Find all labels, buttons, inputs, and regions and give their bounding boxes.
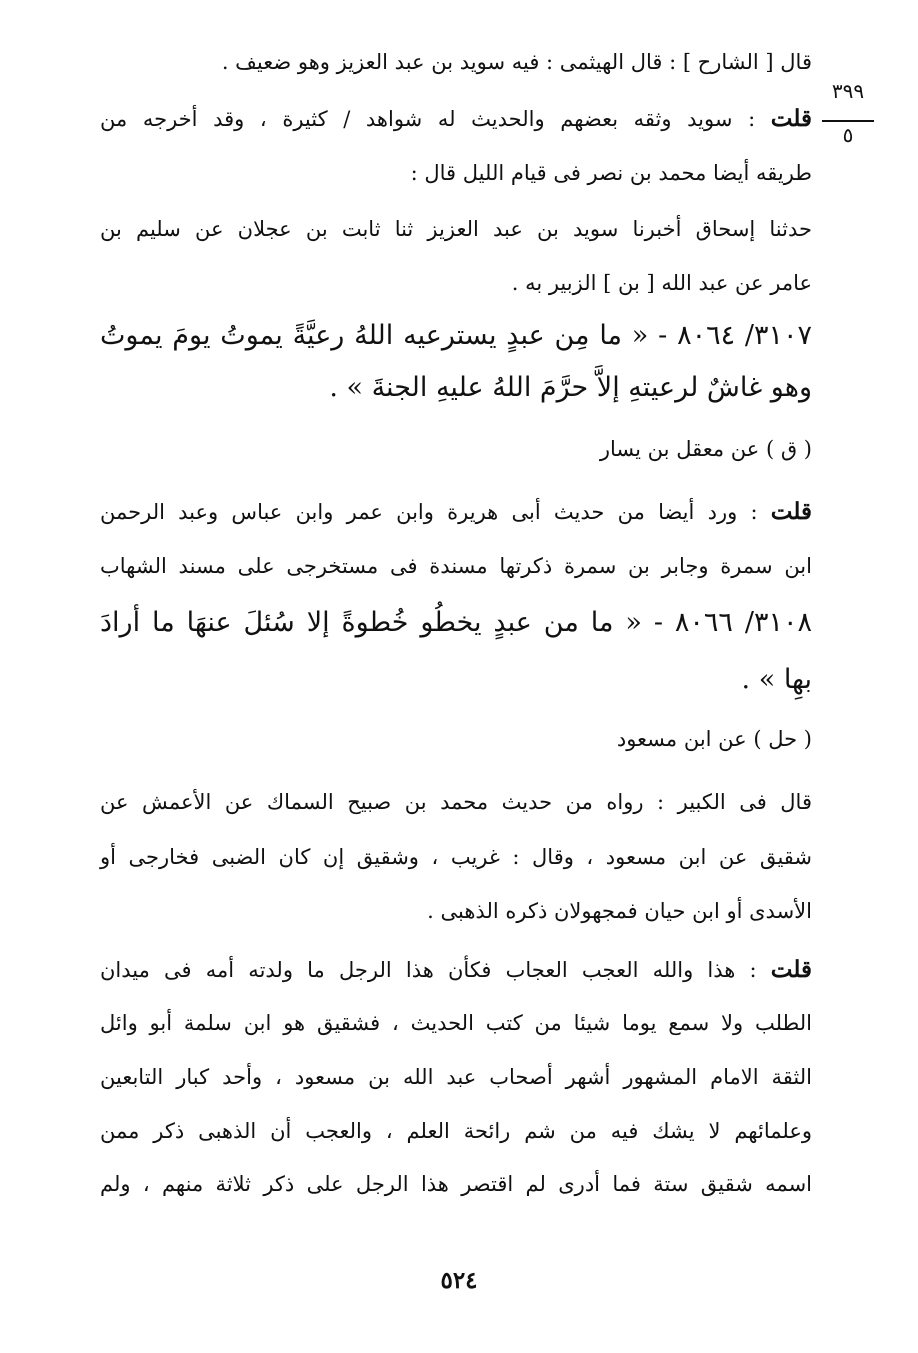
- text-line: [100, 1169, 812, 1199]
- margin-ref-bottom: ٥: [842, 123, 854, 147]
- line-text: ابن سمرة وجابر بن سمرة ذكرتها مسندة فى مستخرجى على مسند الشهاب: [100, 554, 812, 578]
- line-text: : ورد أيضا من حديث أبى هريرة وابن عمر وابن عباس وعبد الرحمن: [100, 500, 771, 524]
- hadith-line: [100, 603, 812, 643]
- margin-ref-top: ٣٩٩: [831, 79, 865, 103]
- line-text: : سويد وثقه بعضهم والحديث له شواهد / كثيرة ، وقد أخرجه من: [100, 107, 771, 131]
- source-line: [100, 434, 812, 464]
- line-text: طريقه أيضا محمد بن نصر فى قيام الليل قال :: [410, 161, 812, 185]
- line-text: حدثنا إسحاق أخبرنا سويد بن عبد العزيز ثنا ثابت بن عجلان عن سليم بن: [100, 217, 812, 241]
- text-line: [100, 47, 812, 77]
- line-text: الطلب ولا سمع يوما شيئا من كتب الحديث ، فشقيق هو ابن سلمة أبو وائل: [100, 1011, 812, 1035]
- line-text: ٣١٠٧/ ٨٠٦٤ - « ما مِن عبدٍ يسترعيه اللهُ رعيَّةً يموتُ يومَ يموتُ: [100, 320, 812, 351]
- margin-ref-rule: [822, 120, 874, 122]
- line-text: شقيق عن ابن مسعود ، وقال : غريب ، وشقيق إن كان الضبى فخارجى أو: [100, 845, 812, 869]
- text-line: [100, 896, 812, 926]
- text-line: [100, 842, 812, 872]
- margin-reference: [818, 80, 878, 146]
- text-line: [100, 268, 812, 298]
- line-text: وهو غاشٌ لرعيتهِ إلاَّ حرَّمَ اللهُ عليهِ الجنةَ » .: [329, 372, 812, 403]
- line-text: وعلمائهم لا يشك فيه من شم رائحة العلم ، والعجب أن الذهبى ذكر ممن: [100, 1119, 812, 1143]
- text-line: [100, 104, 812, 134]
- source-line: [100, 724, 812, 754]
- text-line: [100, 551, 812, 581]
- line-text: الثقة الامام المشهور أشهر أصحاب عبد الله بن مسعود ، وأحد كبار التابعين: [100, 1065, 812, 1089]
- line-text: ٣١٠٨/ ٨٠٦٦ - « ما من عبدٍ يخطُو خُطوةً إلا سُئلَ عنهَا ما أرادَ: [100, 607, 812, 638]
- line-text: عامر عن عبد الله [ بن ] الزبير به .: [511, 271, 812, 295]
- line-text: ( ق ) عن معقل بن يسار: [599, 437, 812, 461]
- line-text: : هذا والله العجب العجاب فكأن هذا الرجل ما ولدته أمه فى ميدان: [100, 958, 771, 982]
- hadith-line: [100, 660, 812, 700]
- page-number: ٥٢٤: [440, 1267, 478, 1294]
- text-line: [100, 1116, 812, 1146]
- text-line: [100, 1008, 812, 1038]
- line-lead-word: قلت: [770, 956, 812, 983]
- text-line: [100, 214, 812, 244]
- line-text: قال فى الكبير : رواه من حديث محمد بن صبيح السماك عن الأعمش عن: [100, 790, 812, 814]
- line-text: ( حل ) عن ابن مسعود: [616, 727, 812, 751]
- hadith-line: [100, 368, 812, 408]
- line-lead-word: قلت: [770, 498, 812, 525]
- text-line: [100, 158, 812, 188]
- text-line: [100, 1062, 812, 1092]
- text-line: [100, 497, 812, 527]
- line-lead-word: قلت: [770, 105, 812, 132]
- text-line: [100, 955, 812, 985]
- line-text: اسمه شقيق ستة فما أدرى لم اقتصر هذا الرجل على ذكر ثلاثة منهم ، ولم: [100, 1172, 812, 1196]
- hadith-line: [100, 316, 812, 356]
- line-text: الأسدى أو ابن حيان فمجهولان ذكره الذهبى .: [427, 899, 812, 923]
- line-text: بهِا » .: [741, 664, 812, 695]
- text-line: [100, 787, 812, 817]
- line-text: قال [ الشارح ] : قال الهيثمى : فيه سويد بن عبد العزيز وهو ضعيف .: [221, 50, 812, 74]
